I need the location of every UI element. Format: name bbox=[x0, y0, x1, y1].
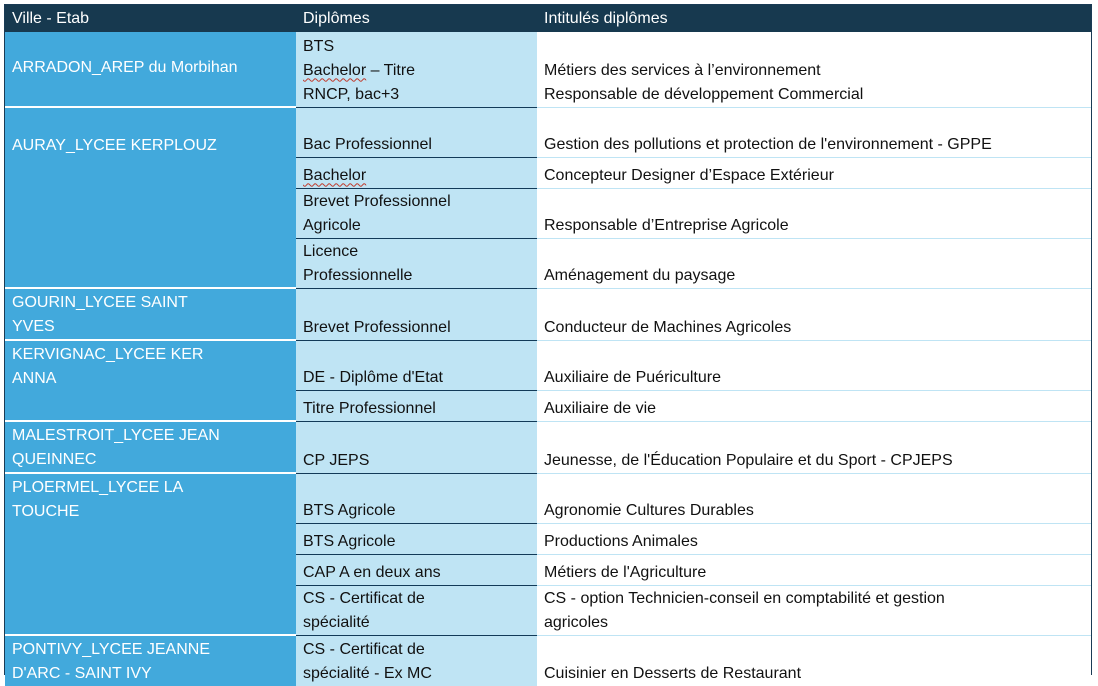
title-cell: Jeunesse, de l'Éducation Populaire et du Sport - CPJEPS bbox=[537, 421, 1091, 473]
title-cell: Auxiliaire de vie bbox=[537, 390, 1091, 421]
diploma-cell: CAP A en deux ans bbox=[296, 554, 537, 585]
title-cell: Aménagement du paysage bbox=[537, 238, 1091, 288]
city-cell: ARRADON_AREP du Morbihan bbox=[5, 32, 296, 107]
title-cell: Auxiliaire de Puériculture bbox=[537, 340, 1091, 390]
title-cell: Productions Animales bbox=[537, 523, 1091, 554]
header-intitules: Intitulés diplômes bbox=[537, 5, 1091, 32]
title-line: Responsable de développement Commercial bbox=[544, 85, 864, 103]
header-ville-etab: Ville - Etab bbox=[5, 5, 296, 32]
diplomas-table-wrapper bbox=[4, 4, 1092, 682]
diploma-cell: DE - Diplôme d'Etat bbox=[296, 340, 537, 390]
diploma-line-suffix: – Titre bbox=[366, 61, 416, 79]
city-cell: GOURIN_LYCEE SAINT YVES bbox=[5, 288, 296, 340]
title-cell: Gestion des pollutions et protection de l'environnement - GPPE bbox=[537, 107, 1091, 157]
diploma-cell: BTS Agricole bbox=[296, 523, 537, 554]
diploma-cell: Brevet Professionnel bbox=[296, 288, 537, 340]
diplomas-table bbox=[5, 5, 1091, 686]
header-diplomes: Diplômes bbox=[296, 5, 537, 32]
diploma-line bbox=[303, 59, 530, 83]
city-cell: PONTIVY_LYCEE JEANNE D'ARC - SAINT IVY bbox=[5, 635, 296, 686]
diploma-line: BTS bbox=[303, 37, 335, 55]
city-cell: PLOERMEL_LYCEE LA TOUCHE bbox=[5, 473, 296, 635]
diploma-cell: Titre Professionnel bbox=[296, 390, 537, 421]
title-cell bbox=[537, 32, 1091, 107]
diploma-line: RNCP, bac+3 bbox=[303, 85, 400, 103]
diploma-bachelor-text: Bachelor bbox=[303, 61, 367, 79]
title-cell: Conducteur de Machines Agricoles bbox=[537, 288, 1091, 340]
diploma-cell: CP JEPS bbox=[296, 421, 537, 473]
table-row bbox=[5, 288, 1091, 340]
diploma-cell bbox=[296, 157, 537, 188]
diploma-cell: BTS Agricole bbox=[296, 473, 537, 523]
city-cell: MALESTROIT_LYCEE JEAN QUEINNEC bbox=[5, 421, 296, 473]
title-cell: Cuisinier en Desserts de Restaurant bbox=[537, 635, 1091, 686]
title-cell: Concepteur Designer d’Espace Extérieur bbox=[537, 157, 1091, 188]
title-line: Métiers des services à l’environnement bbox=[544, 61, 821, 79]
table-row bbox=[5, 107, 1091, 157]
table-row bbox=[5, 473, 1091, 523]
title-cell: Responsable d’Entreprise Agricole bbox=[537, 188, 1091, 238]
city-cell: AURAY_LYCEE KERPLOUZ bbox=[5, 107, 296, 288]
table-row bbox=[5, 340, 1091, 390]
table-row bbox=[5, 421, 1091, 473]
table-row bbox=[5, 32, 1091, 107]
header-row bbox=[5, 5, 1091, 32]
diploma-cell: Brevet Professionnel Agricole bbox=[296, 188, 537, 238]
diploma-cell: CS - Certificat de spécialité - Ex MC bbox=[296, 635, 537, 686]
diploma-cell: Licence Professionnelle bbox=[296, 238, 537, 288]
diploma-cell: CS - Certificat de spécialité bbox=[296, 585, 537, 635]
diploma-cell bbox=[296, 32, 537, 107]
title-cell: Métiers de l'Agriculture bbox=[537, 554, 1091, 585]
city-cell: KERVIGNAC_LYCEE KER ANNA bbox=[5, 340, 296, 421]
title-cell: Agronomie Cultures Durables bbox=[537, 473, 1091, 523]
table-row bbox=[5, 635, 1091, 686]
diploma-bachelor-text: Bachelor bbox=[303, 166, 367, 184]
diploma-cell: Bac Professionnel bbox=[296, 107, 537, 157]
title-cell: CS - option Technicien-conseil en comptabilité et gestion agricoles bbox=[537, 585, 1091, 635]
